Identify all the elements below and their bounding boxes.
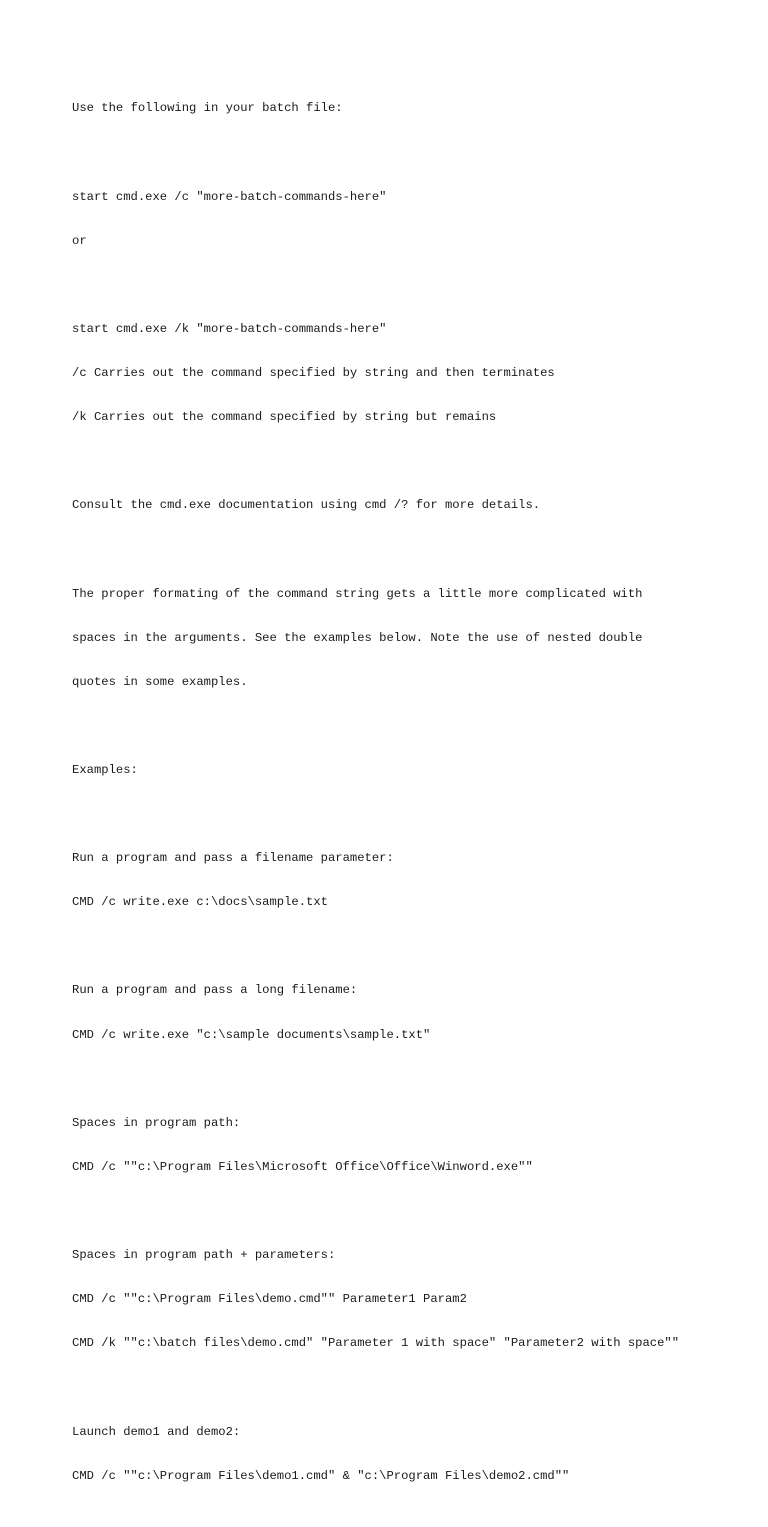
code-line: CMD /c write.exe "c:\sample documents\sample.txt" <box>72 1027 431 1042</box>
start-c-paragraph <box>72 160 732 278</box>
example-long-filename <box>72 954 732 1072</box>
intro-paragraph <box>72 72 732 146</box>
text-line: /c Carries out the command specified by string and then terminates <box>72 366 555 381</box>
code-line: start cmd.exe /k "more-batch-commands-here" <box>72 321 387 336</box>
start-k-paragraph <box>72 293 732 455</box>
code-line: start cmd.exe /c "more-batch-commands-here" <box>72 189 387 204</box>
code-line: CMD /c ""c:\Program Files\demo.cmd"" Parameter1 Param2 <box>72 1292 467 1307</box>
code-line: CMD /k ""c:\batch files\demo.cmd" "Parameter 1 with space" "Parameter2 with space"" <box>72 1336 680 1351</box>
document-page <box>72 72 732 1527</box>
text-line: Use the following in your batch file: <box>72 101 343 116</box>
code-line: CMD /c write.exe c:\docs\sample.txt <box>72 895 328 910</box>
text-line: /k Carries out the command specified by string but remains <box>72 410 497 425</box>
text-line: Spaces in program path: <box>72 1115 241 1130</box>
text-line: Launch demo1 and demo2: <box>72 1424 241 1439</box>
text-line: or <box>72 233 87 248</box>
formatting-paragraph <box>72 557 732 719</box>
text-line: The proper formating of the command string gets a little more complicated with <box>72 586 643 601</box>
example-spaces-in-path <box>72 1086 732 1204</box>
example-launch-two <box>72 1395 732 1513</box>
text-line: Consult the cmd.exe documentation using cmd /? for more details. <box>72 498 541 513</box>
examples-heading <box>72 734 732 808</box>
text-line: Spaces in program path + parameters: <box>72 1248 336 1263</box>
text-line: Run a program and pass a filename parameter: <box>72 851 394 866</box>
text-line: Examples: <box>72 762 138 777</box>
example-filename-parameter <box>72 822 732 940</box>
consult-paragraph <box>72 469 732 543</box>
text-line: quotes in some examples. <box>72 674 248 689</box>
code-line: CMD /c ""c:\Program Files\Microsoft Office\Office\Winword.exe"" <box>72 1159 533 1174</box>
code-line: CMD /c ""c:\Program Files\demo1.cmd" & "c:\Program Files\demo2.cmd"" <box>72 1468 570 1483</box>
text-line: Run a program and pass a long filename: <box>72 983 358 998</box>
text-line: spaces in the arguments. See the examples below. Note the use of nested double <box>72 630 643 645</box>
example-spaces-with-parameters <box>72 1219 732 1381</box>
